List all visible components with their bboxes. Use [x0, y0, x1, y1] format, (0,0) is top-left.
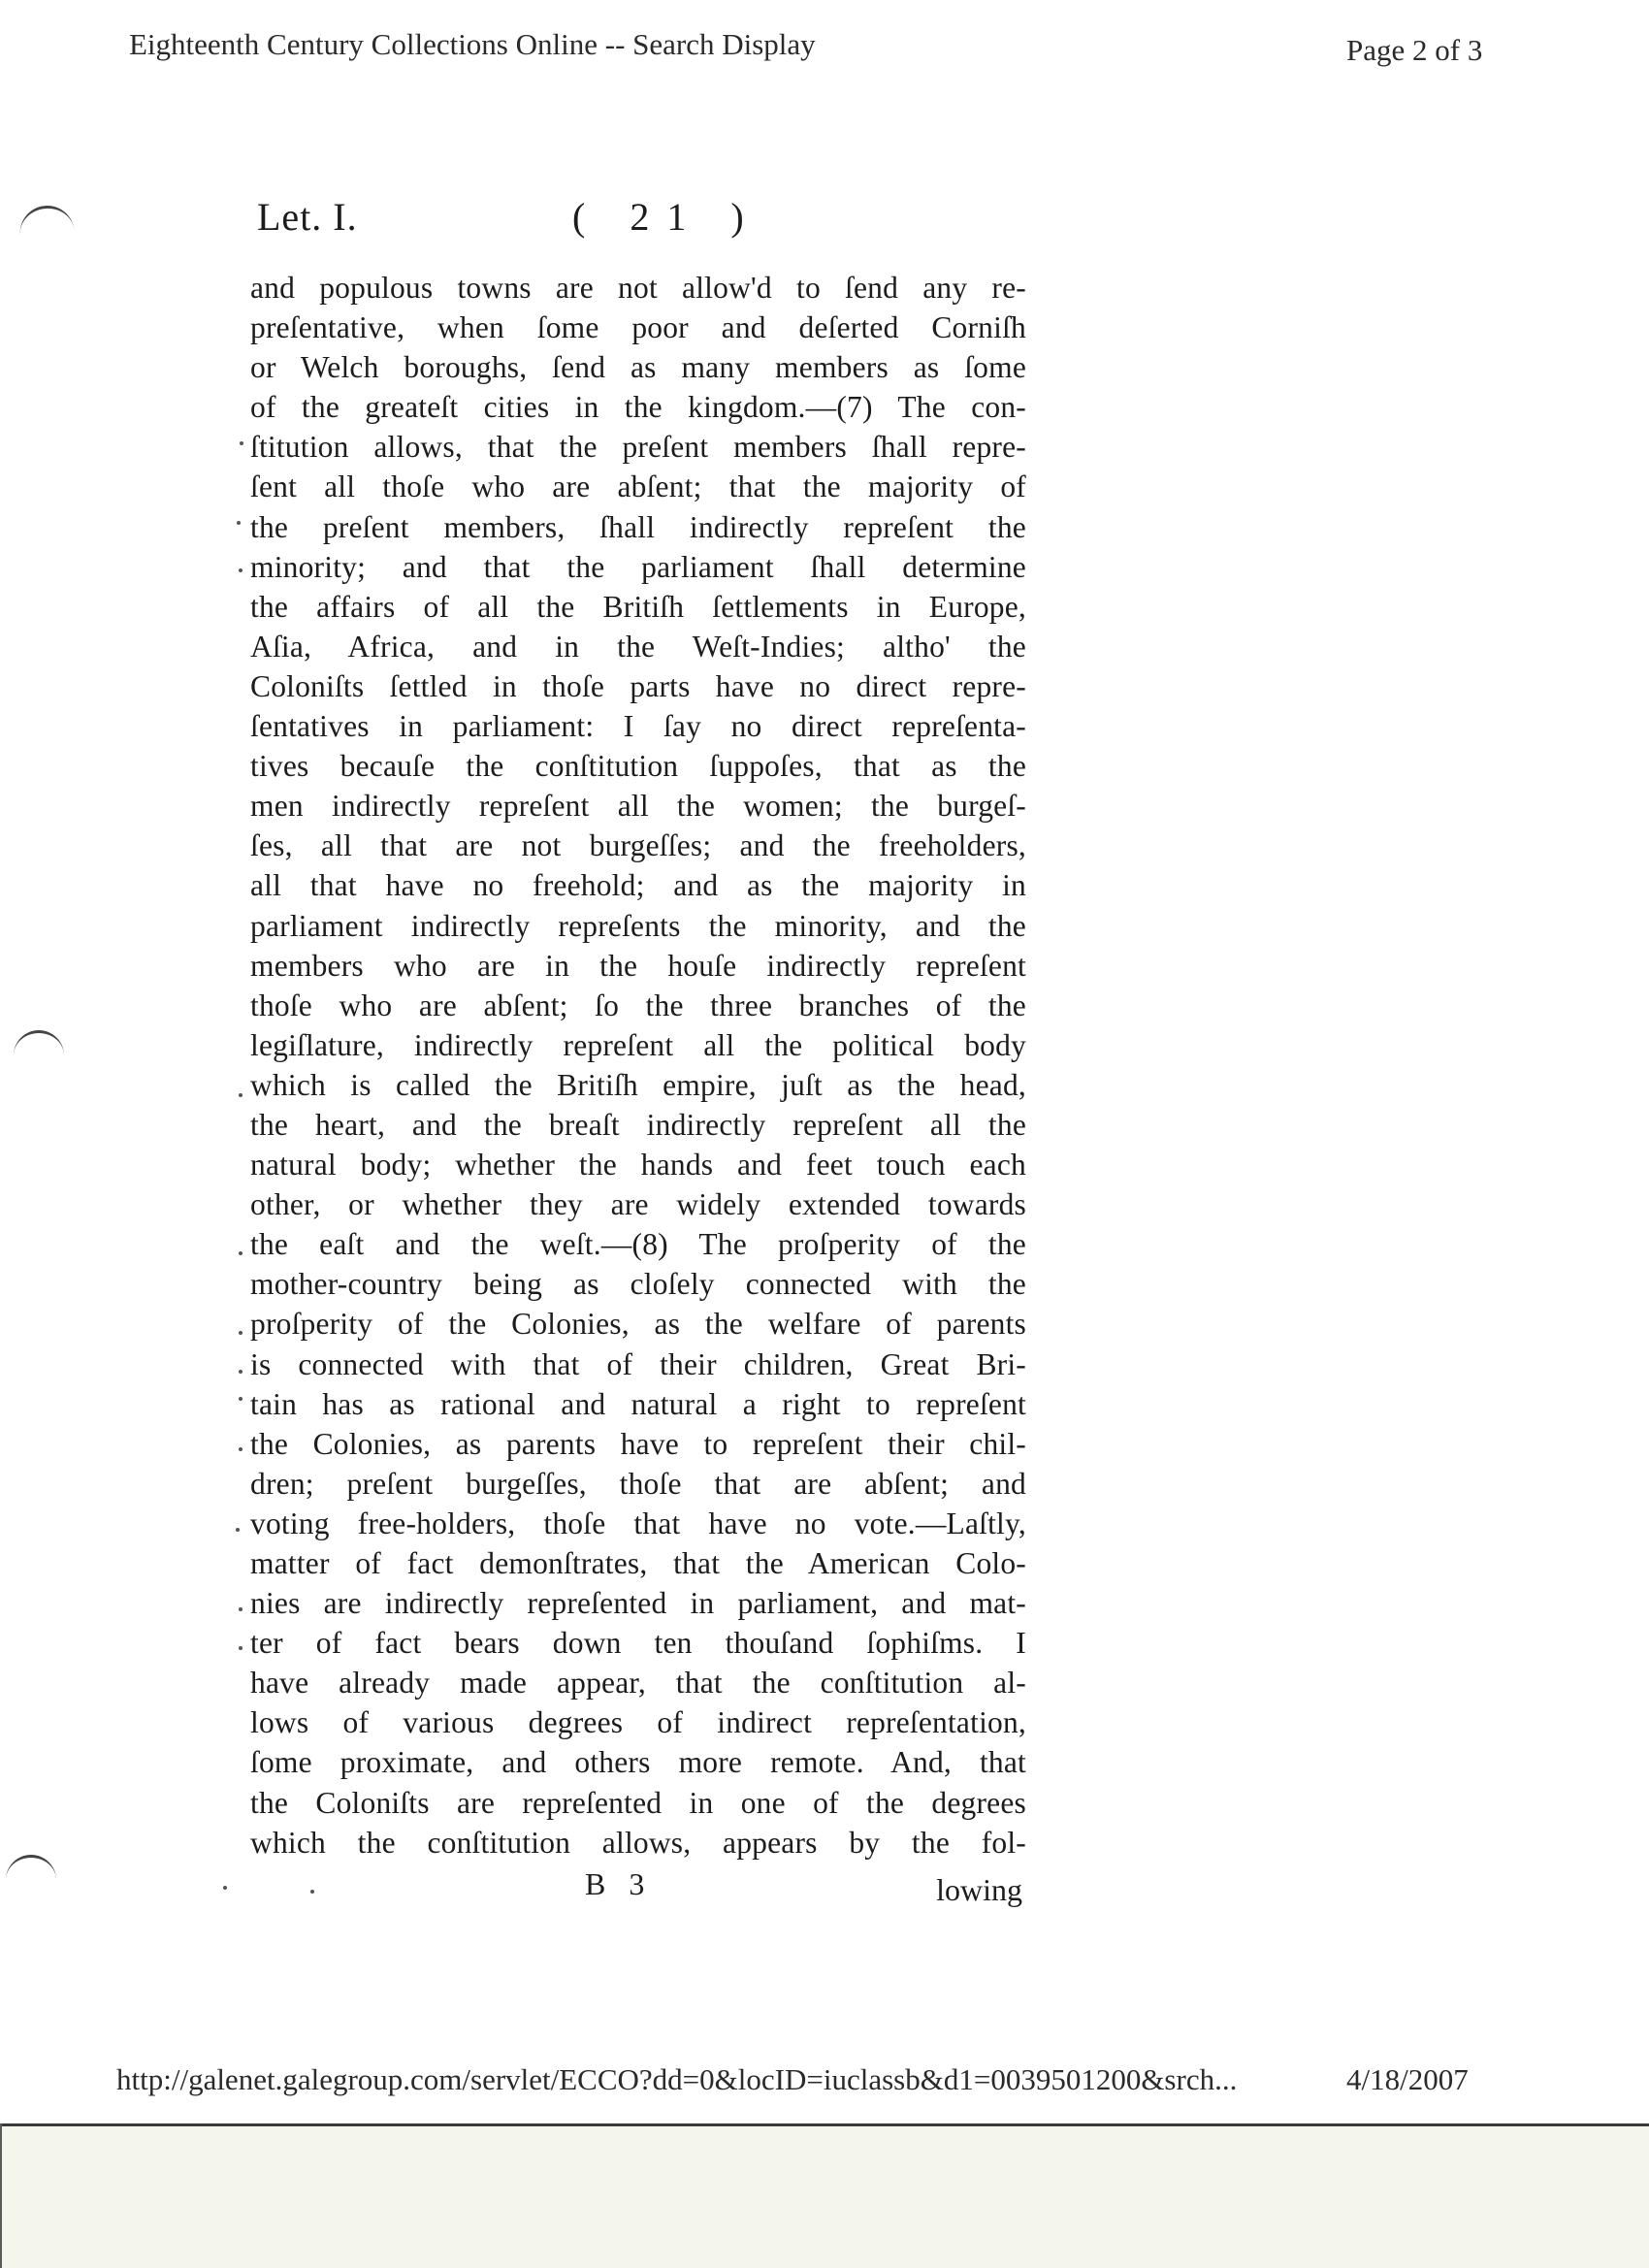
text-line: men indirectly repreſent all the women; the burgeſ-	[250, 789, 1026, 824]
text-line: of the greateſt cities in the kingdom.—(7) The con-	[250, 390, 1026, 425]
signature-mark: B 3	[585, 1866, 653, 1901]
text-line: all that have no freehold; and as the majority in	[250, 868, 1026, 903]
text-line: nies are indirectly repreſented in parliament, and mat-	[250, 1586, 1026, 1621]
text-line: tain has as rational and natural a right to repreſent	[250, 1386, 1026, 1421]
page-indicator: Page 2 of 3	[1346, 33, 1483, 67]
text-line: which the conſtitution allows, appears by the fol-	[250, 1825, 1026, 1860]
text-line: dren; preſent burgeſſes, thoſe that are abſent; and	[250, 1466, 1026, 1501]
text-line: which is called the Britiſh empire, juſt as the head,	[250, 1067, 1026, 1102]
letter-number: Let. I.	[257, 195, 358, 239]
scanner-background	[2, 2126, 1649, 2268]
printed-page-number: ( 21 )	[572, 195, 761, 239]
running-head	[257, 194, 1033, 252]
text-line: matter of fact demonſtrates, that the American Colo-	[250, 1546, 1026, 1580]
text-line: proſperity of the Colonies, as the welfare of parents	[250, 1307, 1026, 1342]
margin-speck	[239, 568, 242, 572]
margin-speck	[239, 1646, 242, 1650]
margin-speck	[240, 441, 243, 445]
text-line: mother-country being as cloſely connected with the	[250, 1267, 1026, 1302]
margin-speck	[239, 1093, 242, 1097]
text-line: minority; and that the parliament ſhall determine	[250, 549, 1026, 584]
text-line: ſtitution allows, that the preſent members ſhall repre-	[250, 430, 1026, 465]
text-line: the eaſt and the weſt.—(8) The proſperity of the	[250, 1227, 1026, 1262]
text-line: the preſent members, ſhall indirectly repreſent the	[250, 509, 1026, 544]
document-body	[250, 268, 1026, 1863]
text-line: Coloniſts ſettled in thoſe parts have no direct repre-	[250, 668, 1026, 703]
margin-speck	[236, 1528, 240, 1532]
text-line: ſes, all that are not burgeſſes; and the freeholders,	[250, 828, 1026, 863]
text-line: preſentative, when ſome poor and deſerted Corniſh	[250, 310, 1026, 345]
text-line: the affairs of all the Britiſh ſettlements in Europe,	[250, 589, 1026, 624]
footer-url: http://galenet.galegroup.com/servlet/ECCO?dd=0&locID=iuclassb&d1=0039501200&srch...	[116, 2062, 1238, 2096]
margin-speck	[239, 1331, 242, 1335]
binding-hole-mark	[17, 203, 76, 250]
text-line: members who are in the houſe indirectly repreſent	[250, 948, 1026, 983]
text-line: or Welch boroughs, ſend as many members as ſome	[250, 350, 1026, 385]
text-line: legiſlature, indirectly repreſent all the political body	[250, 1027, 1026, 1062]
text-line: have already made appear, that the conſtitution al-	[250, 1666, 1026, 1701]
text-line: other, or whether they are widely extended towards	[250, 1187, 1026, 1222]
catchword: lowing	[936, 1872, 1022, 1907]
margin-speck	[239, 1370, 242, 1374]
text-line: parliament indirectly repreſents the minority, and the	[250, 908, 1026, 943]
signature-row	[250, 1866, 1026, 1913]
text-line: thoſe who are abſent; ſo the three branches of the	[250, 988, 1026, 1022]
page-header-title: Eighteenth Century Collections Online -- Search Display	[129, 27, 816, 61]
text-line: ſent all thoſe who are abſent; that the majority of	[250, 470, 1026, 504]
text-line: the heart, and the breaſt indirectly repreſent all the	[250, 1107, 1026, 1142]
text-line: the Colonies, as parents have to repreſent their chil-	[250, 1426, 1026, 1461]
margin-speck	[239, 1251, 242, 1255]
text-line: ſome proximate, and others more remote. And, that	[250, 1745, 1026, 1780]
text-line: ſentatives in parliament: I ſay no direct repreſenta-	[250, 709, 1026, 744]
text-line: lows of various degrees of indirect repreſentation,	[250, 1705, 1026, 1740]
text-line: ter of fact bears down ten thouſand ſophiſms. I	[250, 1626, 1026, 1661]
text-line: voting free-holders, thoſe that have no vote.—Laſtly,	[250, 1506, 1026, 1540]
footer-date: 4/18/2007	[1346, 2062, 1469, 2096]
text-line: natural body; whether the hands and feet touch each	[250, 1148, 1026, 1183]
binding-hole-mark	[14, 1030, 64, 1072]
margin-speck	[239, 1397, 242, 1401]
text-line: is connected with that of their children, Great Bri-	[250, 1346, 1026, 1381]
margin-speck	[239, 1607, 242, 1611]
margin-speck	[223, 1886, 227, 1890]
text-line: Aſia, Africa, and in the Weſt-Indies; altho' the	[250, 629, 1026, 664]
margin-speck	[239, 1447, 242, 1451]
text-line: the Coloniſts are repreſented in one of the degrees	[250, 1785, 1026, 1820]
binding-hole-mark	[6, 1855, 56, 1896]
margin-speck	[237, 521, 241, 525]
text-line: tives becauſe the conſtitution ſuppoſes, that as the	[250, 749, 1026, 784]
text-line: and populous towns are not allow'd to ſend any re-	[250, 271, 1026, 305]
